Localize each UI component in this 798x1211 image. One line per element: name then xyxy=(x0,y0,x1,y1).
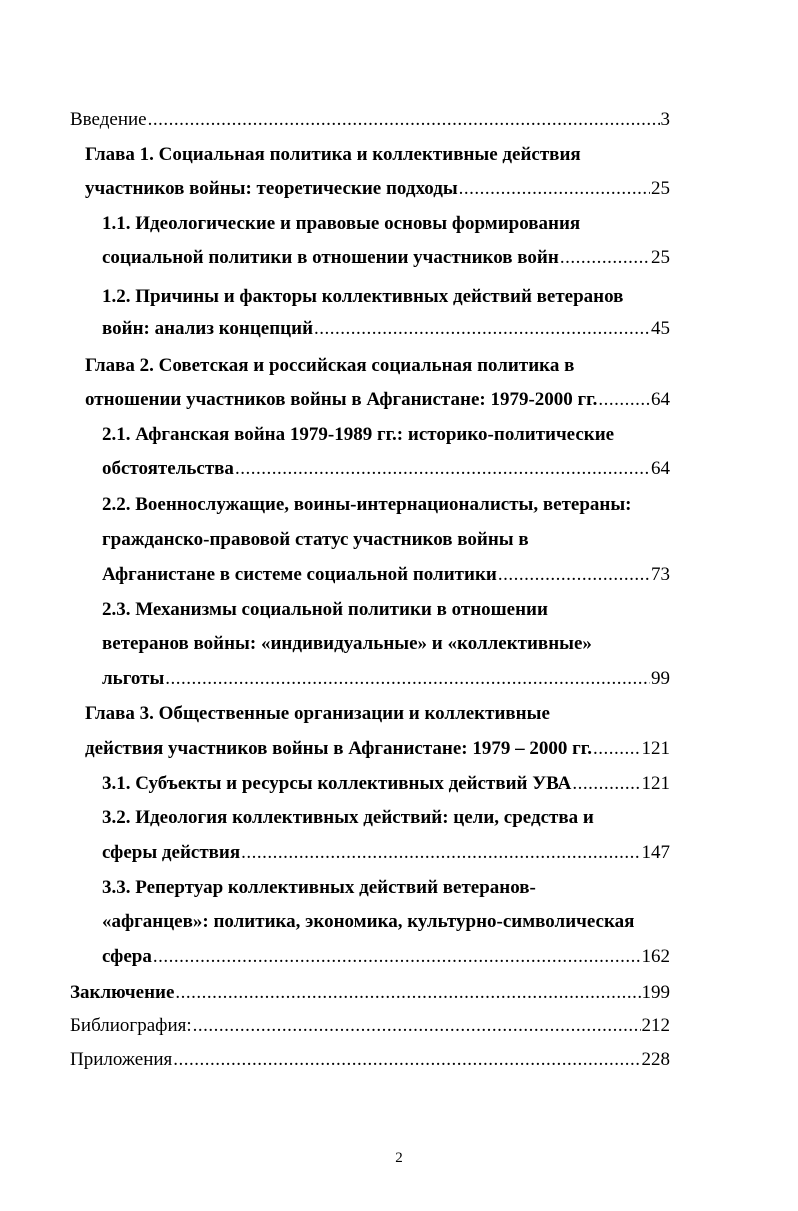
dot-leader xyxy=(165,667,650,691)
dot-leader xyxy=(175,981,640,1005)
toc-page-number: 73 xyxy=(651,564,670,585)
toc-entry-title: участников войны: теоретические подходы xyxy=(85,178,458,199)
toc-section-2-2-title-cont: гражданско-правовой статус участников войны в xyxy=(102,529,529,550)
toc-section-3-3-title: 3.3. Репертуар коллективных действий ветеранов- xyxy=(102,877,536,898)
toc-entry-section-1-2 xyxy=(102,317,670,341)
toc-entry-title: социальной политики в отношении участников войн xyxy=(102,247,559,268)
toc-section-3-2-title: 3.2. Идеология коллективных действий: цели, средства и xyxy=(102,807,594,828)
dot-leader xyxy=(572,772,640,796)
toc-entry-intro xyxy=(70,108,670,132)
toc-section-1-2-title: 1.2. Причины и факторы коллективных действий ветеранов xyxy=(102,286,624,307)
toc-page-number: 199 xyxy=(641,982,670,1003)
toc-chapter-1-title: Глава 1. Социальная политика и коллективные действия xyxy=(85,144,581,165)
toc-entry-title: льготы xyxy=(102,668,165,689)
dot-leader xyxy=(193,1014,641,1038)
toc-section-2-3-title-cont: ветеранов войны: «индивидуальные» и «коллективные» xyxy=(102,633,592,654)
toc-section-2-2-title: 2.2. Военнослужащие, воины-интернационалисты, ветераны: xyxy=(102,494,632,515)
toc-page-number: 147 xyxy=(641,842,670,863)
dot-leader xyxy=(153,945,641,969)
toc-page-number: 121 xyxy=(641,738,670,759)
toc-page-number: 212 xyxy=(641,1015,670,1036)
toc-entry-title: войн: анализ концепций xyxy=(102,318,314,339)
toc-page-number: 3 xyxy=(660,109,670,130)
toc-entry-title: сферы действия xyxy=(102,842,241,863)
toc-entry-section-3-2 xyxy=(102,841,670,865)
dot-leader xyxy=(459,177,650,201)
toc-chapter-2-title: Глава 2. Советская и российская социальная политика в xyxy=(85,355,575,376)
toc-entry-title: Приложения xyxy=(70,1049,173,1070)
toc-entry-section-2-3 xyxy=(102,667,670,691)
toc-page-number: 121 xyxy=(641,773,670,794)
toc-section-1-1-title: 1.1. Идеологические и правовые основы формирования xyxy=(102,213,581,234)
toc-entry-appendix xyxy=(70,1048,670,1072)
toc-entry-title: 3.1. Субъекты и ресурсы коллективных действий УВА xyxy=(102,773,572,794)
dot-leader xyxy=(593,737,641,761)
toc-entry-title: Заключение xyxy=(70,982,175,1003)
dot-leader xyxy=(560,246,650,270)
toc-entry-conclusion xyxy=(70,981,670,1005)
dot-leader xyxy=(148,108,660,132)
dot-leader xyxy=(173,1048,640,1072)
toc-page-number: 64 xyxy=(651,389,670,410)
toc-entry-chapter-3 xyxy=(85,737,670,761)
toc-entry-bibliography xyxy=(70,1014,670,1038)
toc-section-3-3-title-cont: «афганцев»: политика, экономика, культурно-символическая xyxy=(102,911,635,932)
toc-page-number: 25 xyxy=(651,247,670,268)
toc-page-number: 228 xyxy=(641,1049,670,1070)
toc-section-2-3-title: 2.3. Механизмы социальной политики в отношении xyxy=(102,599,548,620)
toc-page-number: 64 xyxy=(651,458,670,479)
toc-page-number: 25 xyxy=(651,178,670,199)
toc-entry-section-1-1 xyxy=(102,246,670,270)
dot-leader xyxy=(241,841,640,865)
toc-page-number: 162 xyxy=(641,946,670,967)
toc-section-2-1-title: 2.1. Афганская война 1979-1989 гг.: историко-политические xyxy=(102,424,615,445)
toc-entry-title: обстоятельства xyxy=(102,458,234,479)
dot-leader xyxy=(498,563,650,587)
dot-leader xyxy=(314,317,650,341)
toc-entry-section-2-2 xyxy=(102,563,670,587)
toc-page-number: 45 xyxy=(651,318,670,339)
dot-leader xyxy=(598,388,650,412)
toc-entry-chapter-2 xyxy=(85,388,670,412)
toc-entry-section-3-3 xyxy=(102,945,670,969)
toc-entry-title: Библиография: xyxy=(70,1015,192,1036)
toc-entry-section-2-1 xyxy=(102,457,670,481)
toc-page-number: 99 xyxy=(651,668,670,689)
toc-entry-title: Афганистане в системе социальной политики xyxy=(102,564,497,585)
toc-entry-title: сфера xyxy=(102,946,152,967)
toc-chapter-3-title: Глава 3. Общественные организации и коллективные xyxy=(85,703,550,724)
toc-entry-title: Введение xyxy=(70,109,147,130)
toc-entry-chapter-1 xyxy=(85,177,670,201)
page-number: 2 xyxy=(395,1150,403,1166)
dot-leader xyxy=(235,457,650,481)
toc-entry-section-3-1 xyxy=(102,772,670,796)
toc-entry-title: действия участников войны в Афганистане: 1979 – 2000 гг. xyxy=(85,738,592,759)
toc-entry-title: отношении участников войны в Афганистане: 1979-2000 гг. xyxy=(85,389,598,410)
